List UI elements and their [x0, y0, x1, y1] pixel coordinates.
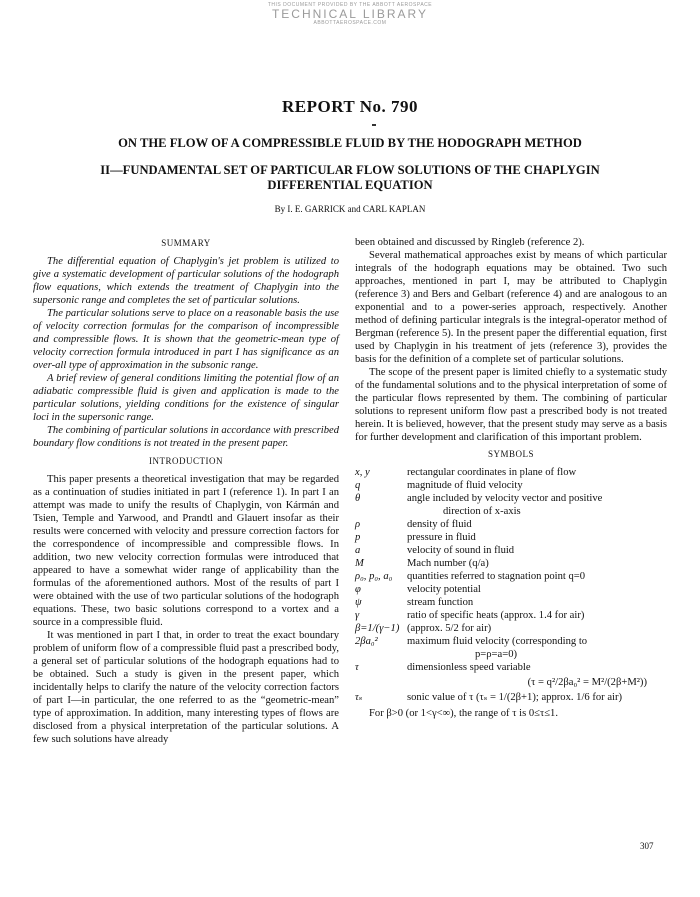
symbol: ρ [355, 519, 361, 530]
symbol-desc: rectangular coordinates in plane of flow [407, 467, 577, 478]
header-line3: ABBOTTAEROSPACE.COM [313, 20, 387, 26]
page-number: 307 [640, 841, 654, 851]
continuation-text: been obtained and discussed by Ringleb (reference 2). [355, 237, 585, 248]
symbol-desc: magnitude of fluid velocity [407, 480, 523, 491]
symbol-desc: quantities referred to stagnation point q=0 [407, 571, 586, 582]
symbol: φ [355, 584, 361, 595]
symbols-heading: SYMBOLS [487, 449, 534, 459]
symbol-row [355, 691, 667, 704]
symbol-row [355, 583, 667, 596]
summary-paragraph: A brief review of general conditions limiting the potential flow of an adiabatic compressible fluid is given and application is made to the particular solutions, yielding conditions for the existence of singular loci in the supersonic range. [33, 373, 339, 423]
left-column [33, 235, 339, 746]
symbol-row [355, 609, 667, 622]
symbol: M [355, 558, 364, 569]
symbol-desc: sonic value of τ (τₛ = 1/(2β+1); approx. 1/6 for air) [407, 692, 623, 703]
symbol-row [355, 570, 667, 583]
paper-title: ON THE FLOW OF A COMPRESSIBLE FLUID BY THE HODOGRAPH METHOD [118, 136, 582, 150]
symbol-row [355, 518, 667, 531]
report-title: REPORT No. 790 [282, 97, 418, 116]
symbol-row [355, 492, 667, 505]
symbol: x, y [355, 467, 370, 478]
symbol-desc: ratio of specific heats (approx. 1.4 for air) [407, 610, 585, 621]
symbol-desc: velocity of sound in fluid [407, 545, 515, 556]
symbol: 2βa₀² [355, 636, 378, 647]
symbol-row [355, 466, 667, 479]
right-column [355, 236, 667, 720]
symbol: a [355, 545, 361, 556]
introduction-heading: INTRODUCTION [149, 456, 223, 466]
intro-paragraph: This paper presents a theoretical investigation that may be regarded as a continuation of studies initiated in part I (reference 1). In part I an attempt was made to unify the results of Chaplygin, von Kármán and Tsien, Temple and Yarwood, and Prandtl and Glauert insofar as their results were concerned with velocity and pressure correction factors for the correspondence of incompressible and compressible flows. In addition, two new velocity correction formulas were introduced that appeared to have a somewhat wider range of applicability than the formulas of the aforementioned authors. Most of the results of part I were obtained with the use of two particular solutions of the hodograph equations. These, two basic solutions correspond to a vortex and a source in a compressible fluid. [33, 474, 339, 628]
header-line2: TECHNICAL LIBRARY [271, 7, 429, 21]
symbol-desc: density of fluid [407, 519, 472, 530]
symbol-desc: dimensionless speed variable [407, 662, 531, 673]
symbol: q [355, 480, 361, 491]
symbol-desc: velocity potential [407, 584, 481, 595]
authors: By I. E. GARRICK and CARL KAPLAN [274, 204, 426, 214]
intro-paragraph: It was mentioned in part I that, in order to treat the exact boundary problem of uniform flow of a compressible fluid past a prescribed body, a general set of particular solutions of the hodograph equations had to be obtained. Such a study is given in the present paper, which incidentally helps to clarify the nature of the velocity correction factors of part I—in particular, the one referred to as the “geometric-mean” type of approximation. In addition, many interesting types of flows are disclosed from a physical interpretation of the particular solutions. A few such solutions have already [33, 630, 339, 745]
body-paragraph: Several mathematical approaches exist by means of which particular integrals of the hodograph equations may be obtained. Two such approaches, mentioned in part I, may be attributed to Chaplygin (reference 3) and Bers and Gelbart (reference 4) and are analogous to an exponential and to a power-series approach, respectively. Another method of defining particular integrals is the integral-operator method of Bergman (reference 5). In the present paper the differential equation, first used by Chaplygin in his treatment of jets (reference 3), provides the basis for the definition of a complete set of particular solutions. [355, 250, 667, 365]
body-paragraph: The scope of the present paper is limited chiefly to a systematic study of the fundamental solutions and to the physical interpretation of some of the particular flows represented by them. The combining of particular solutions to represent uniform flow past a prescribed body is not treated herein. It is believed, however, that the present study may serve as a basis for further development and clarification of this important problem. [355, 367, 667, 443]
symbol-desc: pressure in fluid [407, 532, 476, 543]
symbol: ψ [355, 597, 362, 608]
symbol-row [355, 661, 667, 674]
library-header [0, 2, 700, 26]
symbol-desc-cont: direction of x-axis [443, 506, 521, 517]
summary-paragraph: The differential equation of Chaplygin's jet problem is utilized to give a systematic development of particular solutions of the hodograph flow equations, which extends the treatment of Chaplygin into the supersonic range and completes the set of particular solutions. [33, 256, 339, 306]
symbol: τ [355, 662, 359, 673]
symbol-row [355, 479, 667, 492]
symbol-desc: (approx. 5/2 for air) [407, 623, 492, 634]
symbol: θ [355, 493, 361, 504]
symbol-desc: angle included by velocity vector and positive [407, 493, 603, 504]
symbol: β=1/(γ−1) [355, 623, 400, 634]
symbol-row [355, 635, 667, 648]
symbol-desc: stream function [407, 597, 474, 608]
symbol-desc-cont: p=ρ=a=0) [475, 649, 518, 660]
symbol: τₛ [355, 692, 363, 703]
symbol-row [355, 557, 667, 570]
symbols-section [355, 448, 667, 720]
symbol: p [355, 532, 361, 543]
tau-equation: (τ = q²/2βa₀² = M²/(2β+M²)) [527, 677, 647, 688]
symbol: γ [355, 610, 360, 621]
summary-paragraph: The combining of particular solutions in accordance with prescribed boundary flow conditions is not treated in the present paper. [33, 425, 339, 449]
symbol-row [355, 544, 667, 557]
symbol-desc: maximum fluid velocity (corresponding to [407, 636, 588, 647]
header-line1: THIS DOCUMENT PROVIDED BY THE ABBOTT AEROSPACE [267, 2, 433, 8]
symbol-row [355, 622, 667, 635]
summary-paragraph: The particular solutions serve to place on a reasonable basis the use of velocity correction formulas for the comparison of incompressible and compressible flows. It is shown that the geometric-mean type of velocity correction formula introduced in part I has significance as an over-all type of approximation in the subsonic range. [33, 308, 339, 371]
summary-heading: SUMMARY [161, 238, 211, 248]
symbol-row [355, 531, 667, 544]
symbol-row [355, 596, 667, 609]
title-dot [372, 124, 376, 126]
paper-subtitle: II—FUNDAMENTAL SET OF PARTICULAR FLOW SOLUTIONS OF THE CHAPLYGIN DIFFERENTIAL EQUATION [100, 163, 600, 192]
symbol-desc: Mach number (q/a) [407, 558, 489, 569]
symbol: ρ₀, p₀, a₀ [355, 571, 393, 582]
range-statement: For β>0 (or 1<γ<∞), the range of τ is 0≤τ≤1. [369, 708, 558, 719]
